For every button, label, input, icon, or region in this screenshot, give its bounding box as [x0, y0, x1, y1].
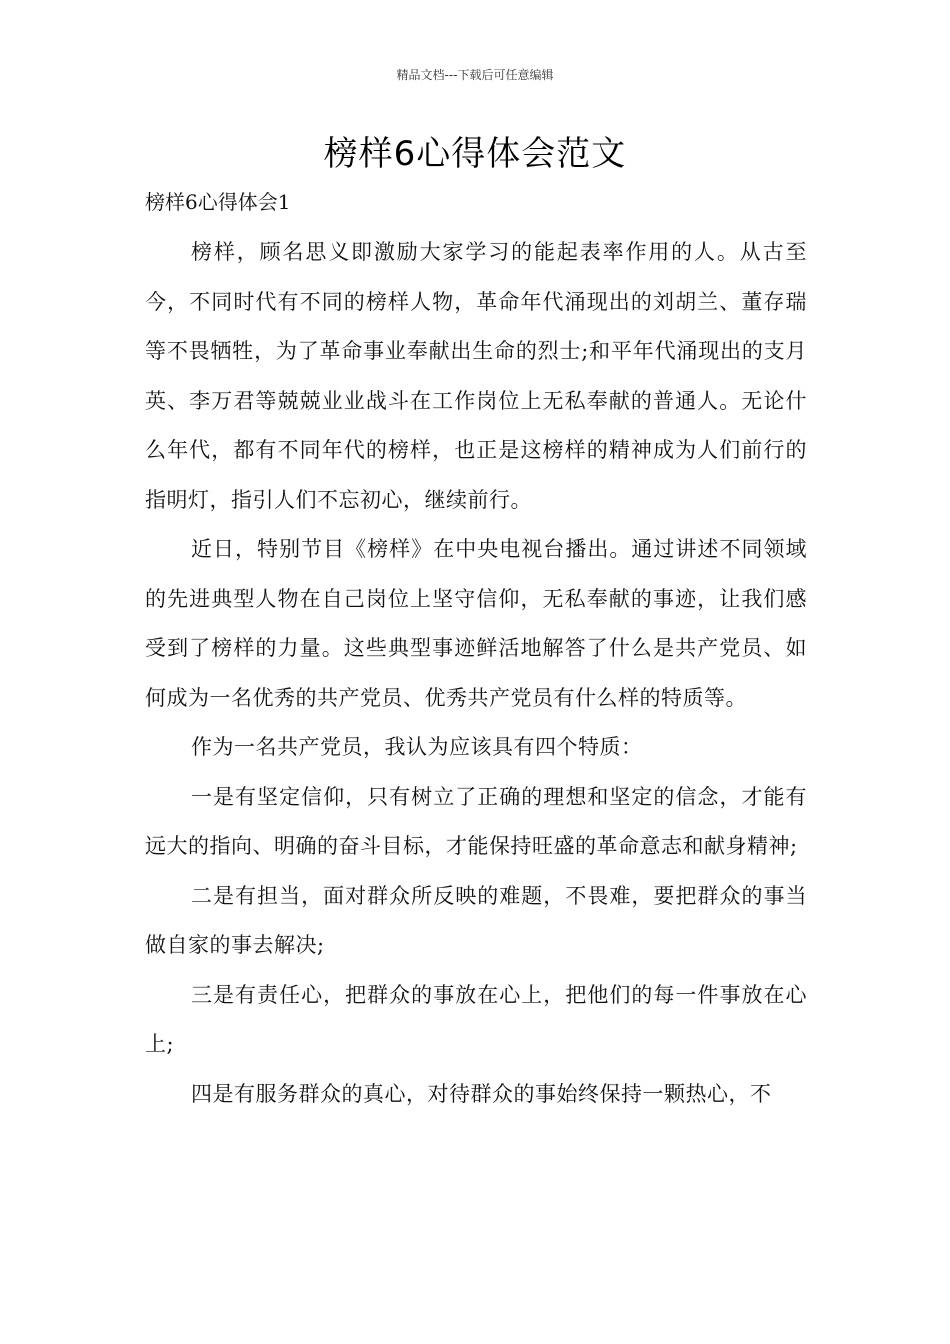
paragraph: 榜样，顾名思义即激励大家学习的能起表率作用的人。从古至今，不同时代有不同的榜样人物，革命年代涌现出的刘胡兰、董存瑞等不畏牺牲，为了革命事业奉献出生命的烈士;和平年代涌现出的支月英、李万君等兢兢业业战斗在工作岗位上无私奉献的普通人。无论什么年代，都有不同年代的榜样，也正是这榜样的精神成为人们前行的指明灯，指引人们不忘初心，继续前行。 — [145, 240, 807, 512]
header-note: 精品文档---下载后可任意编辑 — [396, 68, 554, 82]
paragraph: 二是有担当，面对群众所反映的难题，不畏难，要把群众的事当做自家的事去解决; — [145, 883, 807, 957]
document-title: 榜样6心得体会范文 — [323, 134, 627, 174]
paragraph: 作为一名共产党员，我认为应该具有四个特质： — [191, 735, 643, 759]
section-subtitle: 榜样6心得体会1 — [145, 190, 291, 214]
paragraph: 一是有坚定信仰，只有树立了正确的理想和坚定的信念，才能有远大的指向、明确的奋斗目标，才能保持旺盛的革命意志和献身精神; — [145, 784, 807, 858]
paragraph: 近日，特别节目《榜样》在中央电视台播出。通过讲述不同领域的先进典型人物在自己岗位上坚守信仰，无私奉献的事迹，让我们感受到了榜样的力量。这些典型事迹鲜活地解答了什么是共产党员、如何成为一名优秀的共产党员、优秀共产党员有什么样的特质等。 — [145, 537, 807, 710]
paragraph: 四是有服务群众的真心，对待群众的事始终保持一颗热心，不 — [191, 1081, 772, 1106]
document-body — [145, 228, 807, 1119]
paragraph: 三是有责任心，把群众的事放在心上，把他们的每一件事放在心上; — [145, 982, 807, 1056]
